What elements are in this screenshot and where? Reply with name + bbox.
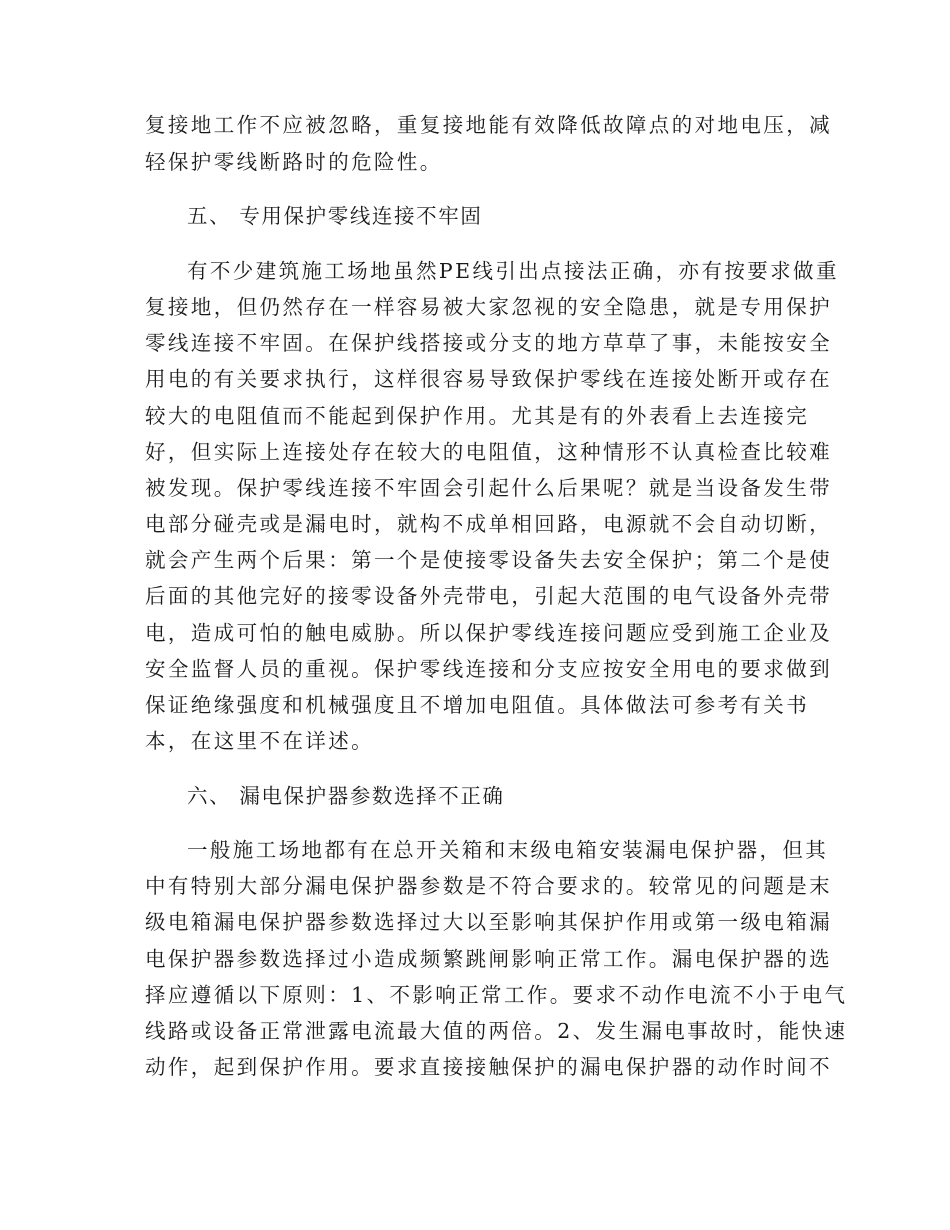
body-text-line: 被发现。保护零线连接不牢固会引起什么后果呢？就是当设备发生带 — [145, 476, 832, 500]
body-text-line: 本，在这里不在详述。 — [145, 729, 374, 753]
body-text-line: 就会产生两个后果：第一个是使接零设备失去安全保护；第二个是使 — [145, 548, 832, 572]
body-text-line: 后面的其他完好的接零设备外壳带电，引起大范围的电气设备外壳带 — [145, 584, 832, 608]
body-text-line: 轻保护零线断路时的危险性。 — [145, 150, 443, 174]
body-text-line: 安全监督人员的重视。保护零线连接和分支应按安全用电的要求做到 — [145, 657, 832, 681]
body-text-line: 级电箱漏电保护器参数选择过大以至影响其保护作用或第一级电箱漏 — [145, 910, 832, 934]
section-heading-6: 六、 漏电保护器参数选择不正确 — [187, 784, 505, 808]
body-text-line: 用电的有关要求执行，这样很容易导致保护零线在连接处断开或存在 — [145, 367, 832, 391]
body-text-line: 有不少建筑施工场地虽然PE线引出点接法正确，亦有按要求做重 — [187, 259, 839, 283]
section-heading-5: 五、 专用保护零线连接不牢固 — [187, 204, 483, 228]
body-text-line: 电部分碰壳或是漏电时，就构不成单相回路，电源就不会自动切断， — [145, 512, 832, 536]
body-text-line: 电保护器参数选择过小造成频繁跳闸影响正常工作。漏电保护器的选 — [145, 947, 832, 971]
body-text-line: 较大的电阻值而不能起到保护作用。尤其是有的外表看上去连接完 — [145, 404, 810, 428]
body-text-line: 中有特别大部分漏电保护器参数是不符合要求的。较常见的问题是末 — [145, 874, 832, 898]
body-text-line: 电，造成可怕的触电威胁。所以保护零线连接问题应受到施工企业及 — [145, 621, 832, 645]
body-text-line: 复接地，但仍然存在一样容易被大家忽视的安全隐患，就是专用保护 — [145, 295, 832, 319]
body-text-line: 好，但实际上连接处存在较大的电阻值，这种情形不认真检查比较难 — [145, 440, 832, 464]
body-text-line: 动作，起到保护作用。要求直接接触保护的漏电保护器的动作时间不 — [145, 1055, 832, 1079]
body-text-line: 择应遵循以下原则：1、不影响正常工作。要求不动作电流不小于电气 — [145, 983, 848, 1007]
body-text-line: 复接地工作不应被忽略，重复接地能有效降低故障点的对地电压，减 — [145, 113, 832, 137]
body-text-line: 线路或设备正常泄露电流最大值的两倍。2、发生漏电事故时，能快速 — [145, 1019, 848, 1043]
body-text-line: 零线连接不牢固。在保护线搭接或分支的地方草草了事，未能按安全 — [145, 331, 832, 355]
body-text-line: 保证绝缘强度和机械强度且不增加电阻值。具体做法可参考有关书 — [145, 693, 810, 717]
body-text-line: 一般施工场地都有在总开关箱和末级电箱安装漏电保护器，但其 — [187, 838, 829, 862]
